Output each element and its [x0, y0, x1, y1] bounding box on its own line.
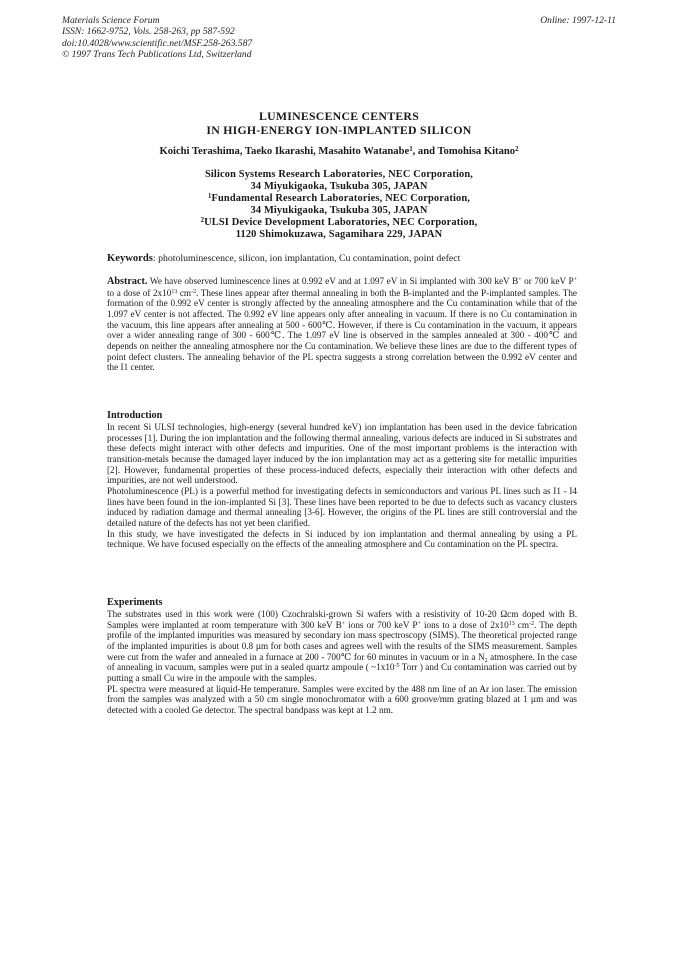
doi-line: doi:10.4028/www.scientific.net/MSF.258-263.587	[62, 37, 253, 49]
affiliation-2-text: ULSI Device Development Laboratories, NEC Corporation,	[204, 216, 478, 228]
affiliation-1-line-2: 34 Miyukigaoka, Tsukuba 305, JAPAN	[250, 204, 428, 216]
title-line-2: IN HIGH-ENERGY ION-IMPLANTED SILICON	[206, 122, 472, 137]
affiliation-0-line-1: Silicon Systems Research Laboratories, NEC Corporation,	[204, 169, 474, 180]
author-list	[0, 146, 678, 157]
exp-text-3: ions to a dose of 2x10	[420, 619, 509, 630]
abstract-paragraph	[107, 276, 577, 373]
abstract-text-3: to a dose of 2x10	[107, 287, 172, 298]
abstract-text-4: cm	[177, 287, 192, 298]
exp-text-2: ions or 700 keV P	[345, 619, 418, 630]
affiliation-2-line-1	[0, 217, 678, 229]
exp-text-5: . The depth profile of the implanted impurities was measured by secondary ion mass spectroscopy (SIMS). The theoretical projected range of the implanted impurities is about 0.8 µm for both cases and agrees well with the results of the SIMS measurement. Samples were cut from the wafer and annealed in a furnace at 200 - 700℃ for 60 minutes in vacuum or in a N	[107, 619, 577, 662]
exp-sub-1: 2	[484, 657, 488, 664]
affiliation-2-line-2: 1120 Shimokuzawa, Sagamihara 229, JAPAN	[235, 228, 443, 240]
copyright-line: © 1997 Trans Tech Publications Ltd, Switzerland	[62, 49, 252, 61]
introduction-paragraph-2: Photoluminescence (PL) is a powerful method for investigating defects in semiconductors and various PL lines such as I1 - I4 lines have been found in the ion-implanted Si [3]. These lines have been reported to be due to defects such as vacancy clusters induced by radiation damage and thermal annealing [3-6]. However, the origins of the PL lines are still controversial and the detailed nature of the defects has not yet been clarified.	[107, 485, 577, 528]
abstract-text-2: or 700 keV P	[521, 276, 574, 286]
authors-part-1: Koichi Terashima, Taeko Ikarashi, Masahito Watanabe	[159, 146, 410, 157]
affiliation-0-line-2: 34 Miyukigaoka, Tsukuba 305, JAPAN	[250, 180, 428, 192]
author-sup-1: 1	[409, 146, 413, 153]
exp-sup-4: -2	[529, 620, 535, 627]
author-sup-2: 2	[515, 146, 519, 153]
introduction-paragraph-3: In this study, we have investigated the defects in Si induced by ion implantation and thermal annealing by using a PL technique. We have focused especially on the effects of the annealing atmosphere and Cu contamination on the PL spectra.	[107, 528, 577, 550]
abstract-sup-1: +	[518, 277, 522, 283]
affiliation-1-text: Fundamental Research Laboratories, NEC Corporation,	[211, 192, 471, 204]
abstract-label: Abstract.	[107, 276, 148, 287]
affiliation-2-sup: 2	[200, 216, 205, 224]
online-date: Online: 1997-12-11	[540, 15, 616, 26]
exp-text-6: atmosphere. In the case of annealing in vacuum, samples were put in a sealed quartz ampoule ( ~1x10	[107, 651, 577, 673]
experiments-heading: Experiments	[107, 597, 163, 608]
keywords-label: Keywords	[107, 253, 153, 264]
journal-name: Materials Science Forum	[62, 15, 160, 26]
affiliation-1-sup: 1	[207, 192, 212, 200]
journal-meta	[62, 15, 252, 61]
issn-line: ISSN: 1662-9752, Vols. 258-263, pp 587-592	[62, 26, 235, 38]
affiliation-1-line-1	[0, 193, 678, 205]
exp-text-1: The substrates used in this work were (100) Czochralski-grown Si wafers with a resistivity of 10-20 Ωcm doped with B. Samples were implanted at room temperature with 300 keV B	[107, 609, 577, 630]
exp-text-7: Torr ) and Cu contamination was carried out by putting a small Cu wire in the ampoule with the samples.	[107, 662, 577, 683]
abstract-sup-4: -2	[191, 288, 197, 295]
exp-text-4: cm	[514, 619, 530, 630]
exp-sup-2: +	[417, 620, 421, 627]
introduction-paragraph-1: In recent Si ULSI technologies, high-energy (several hundred keV) ion implantation has been used in the device fabrication processes [1]. During the ion implantation and the following thermal annealing, various defects are induced in Si substrates and these defects might interact with other defects and impurities. One of the most important problems is the interaction with transition-metals because the damaged layer induced by the ion implantation may act as a gettering site for metallic impurities [2]. However, fundamental properties of these process-induced defects, especially their interaction with other defects and impurities, are not well understood.	[107, 422, 577, 486]
exp-sup-1: +	[341, 620, 346, 627]
paper-title	[0, 110, 678, 137]
abstract-text-5: . These lines appear after thermal annealing in both the B-implanted and the P-implanted samples. The formation of the 0.992 eV center is strongly affected by the annealing atmosphere and the Cu contamination while that of the 1.097 eV center is not affected. The 0.992 eV line appears only after annealing in vacuum. If there is no Cu contamination in the vacuum, this line appears after annealing at 500 - 600℃. However, if there is Cu contamination in the vacuum, it appears over a wider annealing range of 300 - 600℃. The 1.097 eV line is observed in the samples annealed at 300 - 400℃ and depends on neither the annealing atmosphere nor the Cu contamination. We believe these lines are due to the different types of point defect clusters. The annealing behavior of the PL spectra suggests a strong correlation between the 0.992 eV center and the I1 center.	[107, 287, 577, 373]
experiments-paragraph-1	[107, 609, 577, 684]
exp-sup-5: -5	[394, 663, 400, 670]
abstract-text-1: We have observed luminescence lines at 0.992 eV and at 1.097 eV in Si implanted with 300 keV B	[147, 276, 519, 286]
abstract	[107, 276, 577, 373]
introduction-section	[107, 410, 577, 550]
abstract-sup-2: +	[573, 277, 577, 283]
experiments-paragraph-2: PL spectra were measured at liquid-He temperature. Samples were excited by the 488 nm line of an Ar ion laser. The emission from the samples was analyzed with a 50 cm single monochromator with a 600 groove/mm grating blazed at 1 µm and was detected with a cooled Ge detector. The spectral bandpass was kept at 1.2 nm.	[107, 683, 577, 715]
affiliations	[0, 169, 678, 240]
authors-part-2: , and Tomohisa Kitano	[412, 146, 516, 157]
abstract-sup-3: 13	[171, 288, 178, 295]
keywords-text: : photoluminescence, silicon, ion implantation, Cu contamination, point defect	[152, 253, 461, 264]
title-line-1: LUMINESCENCE CENTERS	[258, 109, 420, 123]
keywords	[107, 253, 577, 265]
experiments-section	[107, 597, 577, 716]
exp-sup-3: 13	[508, 620, 515, 627]
introduction-heading: Introduction	[107, 410, 163, 421]
